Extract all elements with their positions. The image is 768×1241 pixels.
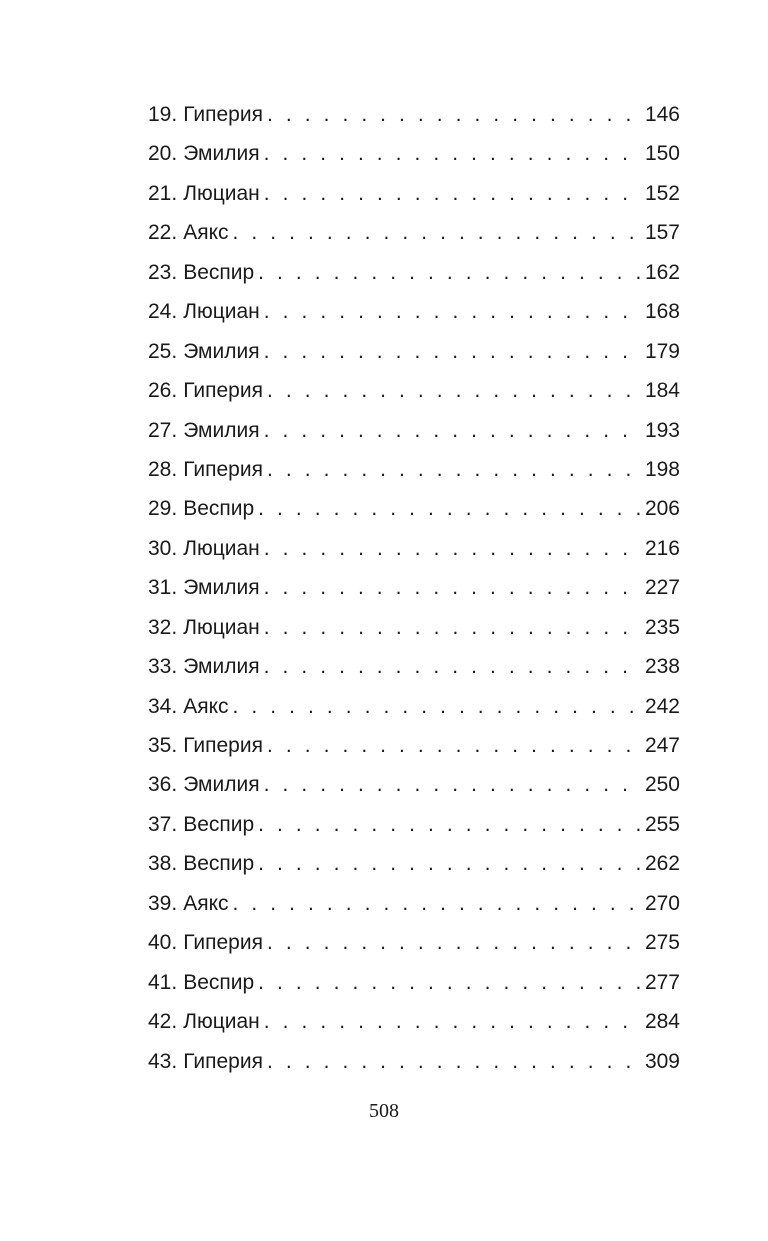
chapter-page: 146 [644, 103, 680, 126]
toc-entry [148, 453, 680, 492]
dot-leader [267, 926, 641, 960]
chapter-page: 150 [644, 142, 680, 166]
chapter-number: 37. [148, 812, 178, 836]
chapter-page: 216 [644, 536, 680, 560]
chapter-number: 27. [148, 418, 178, 442]
toc-entry [148, 216, 680, 255]
toc-entry [148, 887, 680, 926]
chapter-title: Люциан [183, 615, 260, 639]
chapter-title: Аякс [183, 221, 229, 245]
dot-leader [258, 492, 641, 526]
chapter-number: 34. [148, 694, 178, 718]
dot-leader [258, 256, 641, 290]
chapter-page: 284 [644, 1010, 680, 1034]
toc-entry [148, 532, 680, 571]
chapter-title: Гиперия [183, 379, 263, 403]
dot-leader [258, 847, 641, 881]
dot-leader [264, 532, 641, 566]
toc-entry [148, 611, 680, 650]
chapter-title: Люциан [183, 536, 260, 560]
dot-leader [267, 98, 641, 132]
chapter-number: 41. [148, 970, 178, 994]
toc-entry [148, 926, 680, 965]
toc-entry [148, 729, 680, 768]
chapter-number: 35. [148, 734, 178, 757]
toc-entry [148, 847, 680, 886]
chapter-number: 29. [148, 497, 178, 521]
chapter-page: 162 [644, 260, 680, 284]
chapter-title: Веспир [183, 497, 255, 521]
toc-entry [148, 808, 680, 847]
chapter-title: Гиперия [183, 734, 263, 757]
dot-leader [264, 295, 641, 329]
toc-entry [148, 966, 680, 1005]
chapter-page: 193 [644, 418, 680, 442]
dot-leader [267, 729, 641, 763]
chapter-page: 152 [644, 181, 680, 205]
chapter-number: 24. [148, 300, 178, 324]
dot-leader [264, 1005, 641, 1039]
chapter-page: 184 [644, 379, 680, 403]
chapter-number: 23. [148, 260, 178, 284]
chapter-number: 33. [148, 655, 178, 679]
chapter-title: Эмилия [183, 339, 260, 363]
chapter-title: Гиперия [183, 103, 263, 126]
chapter-title: Люциан [183, 300, 260, 324]
dot-leader [264, 571, 641, 605]
toc-entry [148, 1045, 680, 1084]
chapter-page: 309 [644, 1049, 680, 1073]
chapter-title: Эмилия [183, 142, 260, 166]
chapter-title: Эмилия [183, 655, 260, 679]
chapter-title: Веспир [183, 260, 255, 284]
chapter-page: 206 [644, 497, 680, 521]
chapter-page: 227 [644, 576, 680, 600]
chapter-page: 250 [644, 773, 680, 797]
dot-leader [233, 216, 641, 250]
dot-leader [258, 808, 641, 842]
toc-entry [148, 177, 680, 216]
dot-leader [233, 690, 641, 724]
chapter-title: Гиперия [183, 931, 263, 955]
toc-entry [148, 295, 680, 334]
chapter-title: Эмилия [183, 773, 260, 797]
chapter-number: 32. [148, 615, 178, 639]
toc-entry [148, 1005, 680, 1044]
chapter-title: Эмилия [183, 576, 260, 600]
toc-entry [148, 374, 680, 413]
chapter-number: 28. [148, 457, 178, 481]
chapter-title: Веспир [183, 812, 255, 836]
toc-entry [148, 137, 680, 176]
chapter-page: 179 [644, 339, 680, 363]
toc-entry [148, 256, 680, 295]
chapter-page: 262 [644, 852, 680, 876]
chapter-page: 198 [644, 457, 680, 481]
dot-leader [267, 453, 641, 487]
chapter-number: 43. [148, 1049, 178, 1073]
page-number: 508 [369, 1100, 399, 1122]
table-of-contents [148, 98, 680, 1084]
chapter-page: 255 [644, 812, 680, 836]
chapter-title: Люциан [183, 1010, 260, 1034]
dot-leader [264, 414, 641, 448]
chapter-title: Веспир [183, 970, 255, 994]
chapter-page: 247 [644, 734, 680, 757]
toc-entry [148, 98, 680, 137]
dot-leader [264, 137, 641, 171]
chapter-title: Аякс [183, 891, 229, 915]
toc-entry [148, 571, 680, 610]
chapter-number: 42. [148, 1010, 178, 1034]
toc-entry [148, 768, 680, 807]
chapter-page: 270 [644, 891, 680, 915]
toc-entry [148, 335, 680, 374]
dot-leader [233, 887, 641, 921]
chapter-page: 242 [644, 694, 680, 718]
chapter-number: 26. [148, 379, 178, 403]
toc-entry [148, 690, 680, 729]
dot-leader [264, 768, 641, 802]
dot-leader [267, 374, 641, 408]
chapter-title: Аякс [183, 694, 229, 718]
chapter-page: 238 [644, 655, 680, 679]
chapter-number: 40. [148, 931, 178, 955]
toc-entry [148, 414, 680, 453]
dot-leader [264, 177, 641, 211]
chapter-title: Гиперия [183, 1049, 263, 1073]
chapter-number: 38. [148, 852, 178, 876]
toc-entry [148, 650, 680, 689]
chapter-number: 20. [148, 142, 178, 166]
chapter-number: 30. [148, 536, 178, 560]
chapter-number: 21. [148, 181, 178, 205]
dot-leader [258, 966, 641, 1000]
chapter-page: 168 [644, 300, 680, 324]
chapter-title: Гиперия [183, 457, 263, 481]
dot-leader [264, 611, 641, 645]
dot-leader [264, 335, 641, 369]
chapter-number: 25. [148, 339, 178, 363]
chapter-page: 277 [644, 970, 680, 994]
chapter-number: 39. [148, 891, 178, 915]
dot-leader [264, 650, 641, 684]
chapter-number: 19. [148, 103, 178, 126]
chapter-page: 275 [644, 931, 680, 955]
toc-entry [148, 492, 680, 531]
chapter-number: 22. [148, 221, 178, 245]
chapter-title: Люциан [183, 181, 260, 205]
chapter-number: 31. [148, 576, 178, 600]
chapter-number: 36. [148, 773, 178, 797]
chapter-page: 235 [644, 615, 680, 639]
chapter-page: 157 [644, 221, 680, 245]
chapter-title: Веспир [183, 852, 255, 876]
dot-leader [267, 1045, 641, 1079]
chapter-title: Эмилия [183, 418, 260, 442]
